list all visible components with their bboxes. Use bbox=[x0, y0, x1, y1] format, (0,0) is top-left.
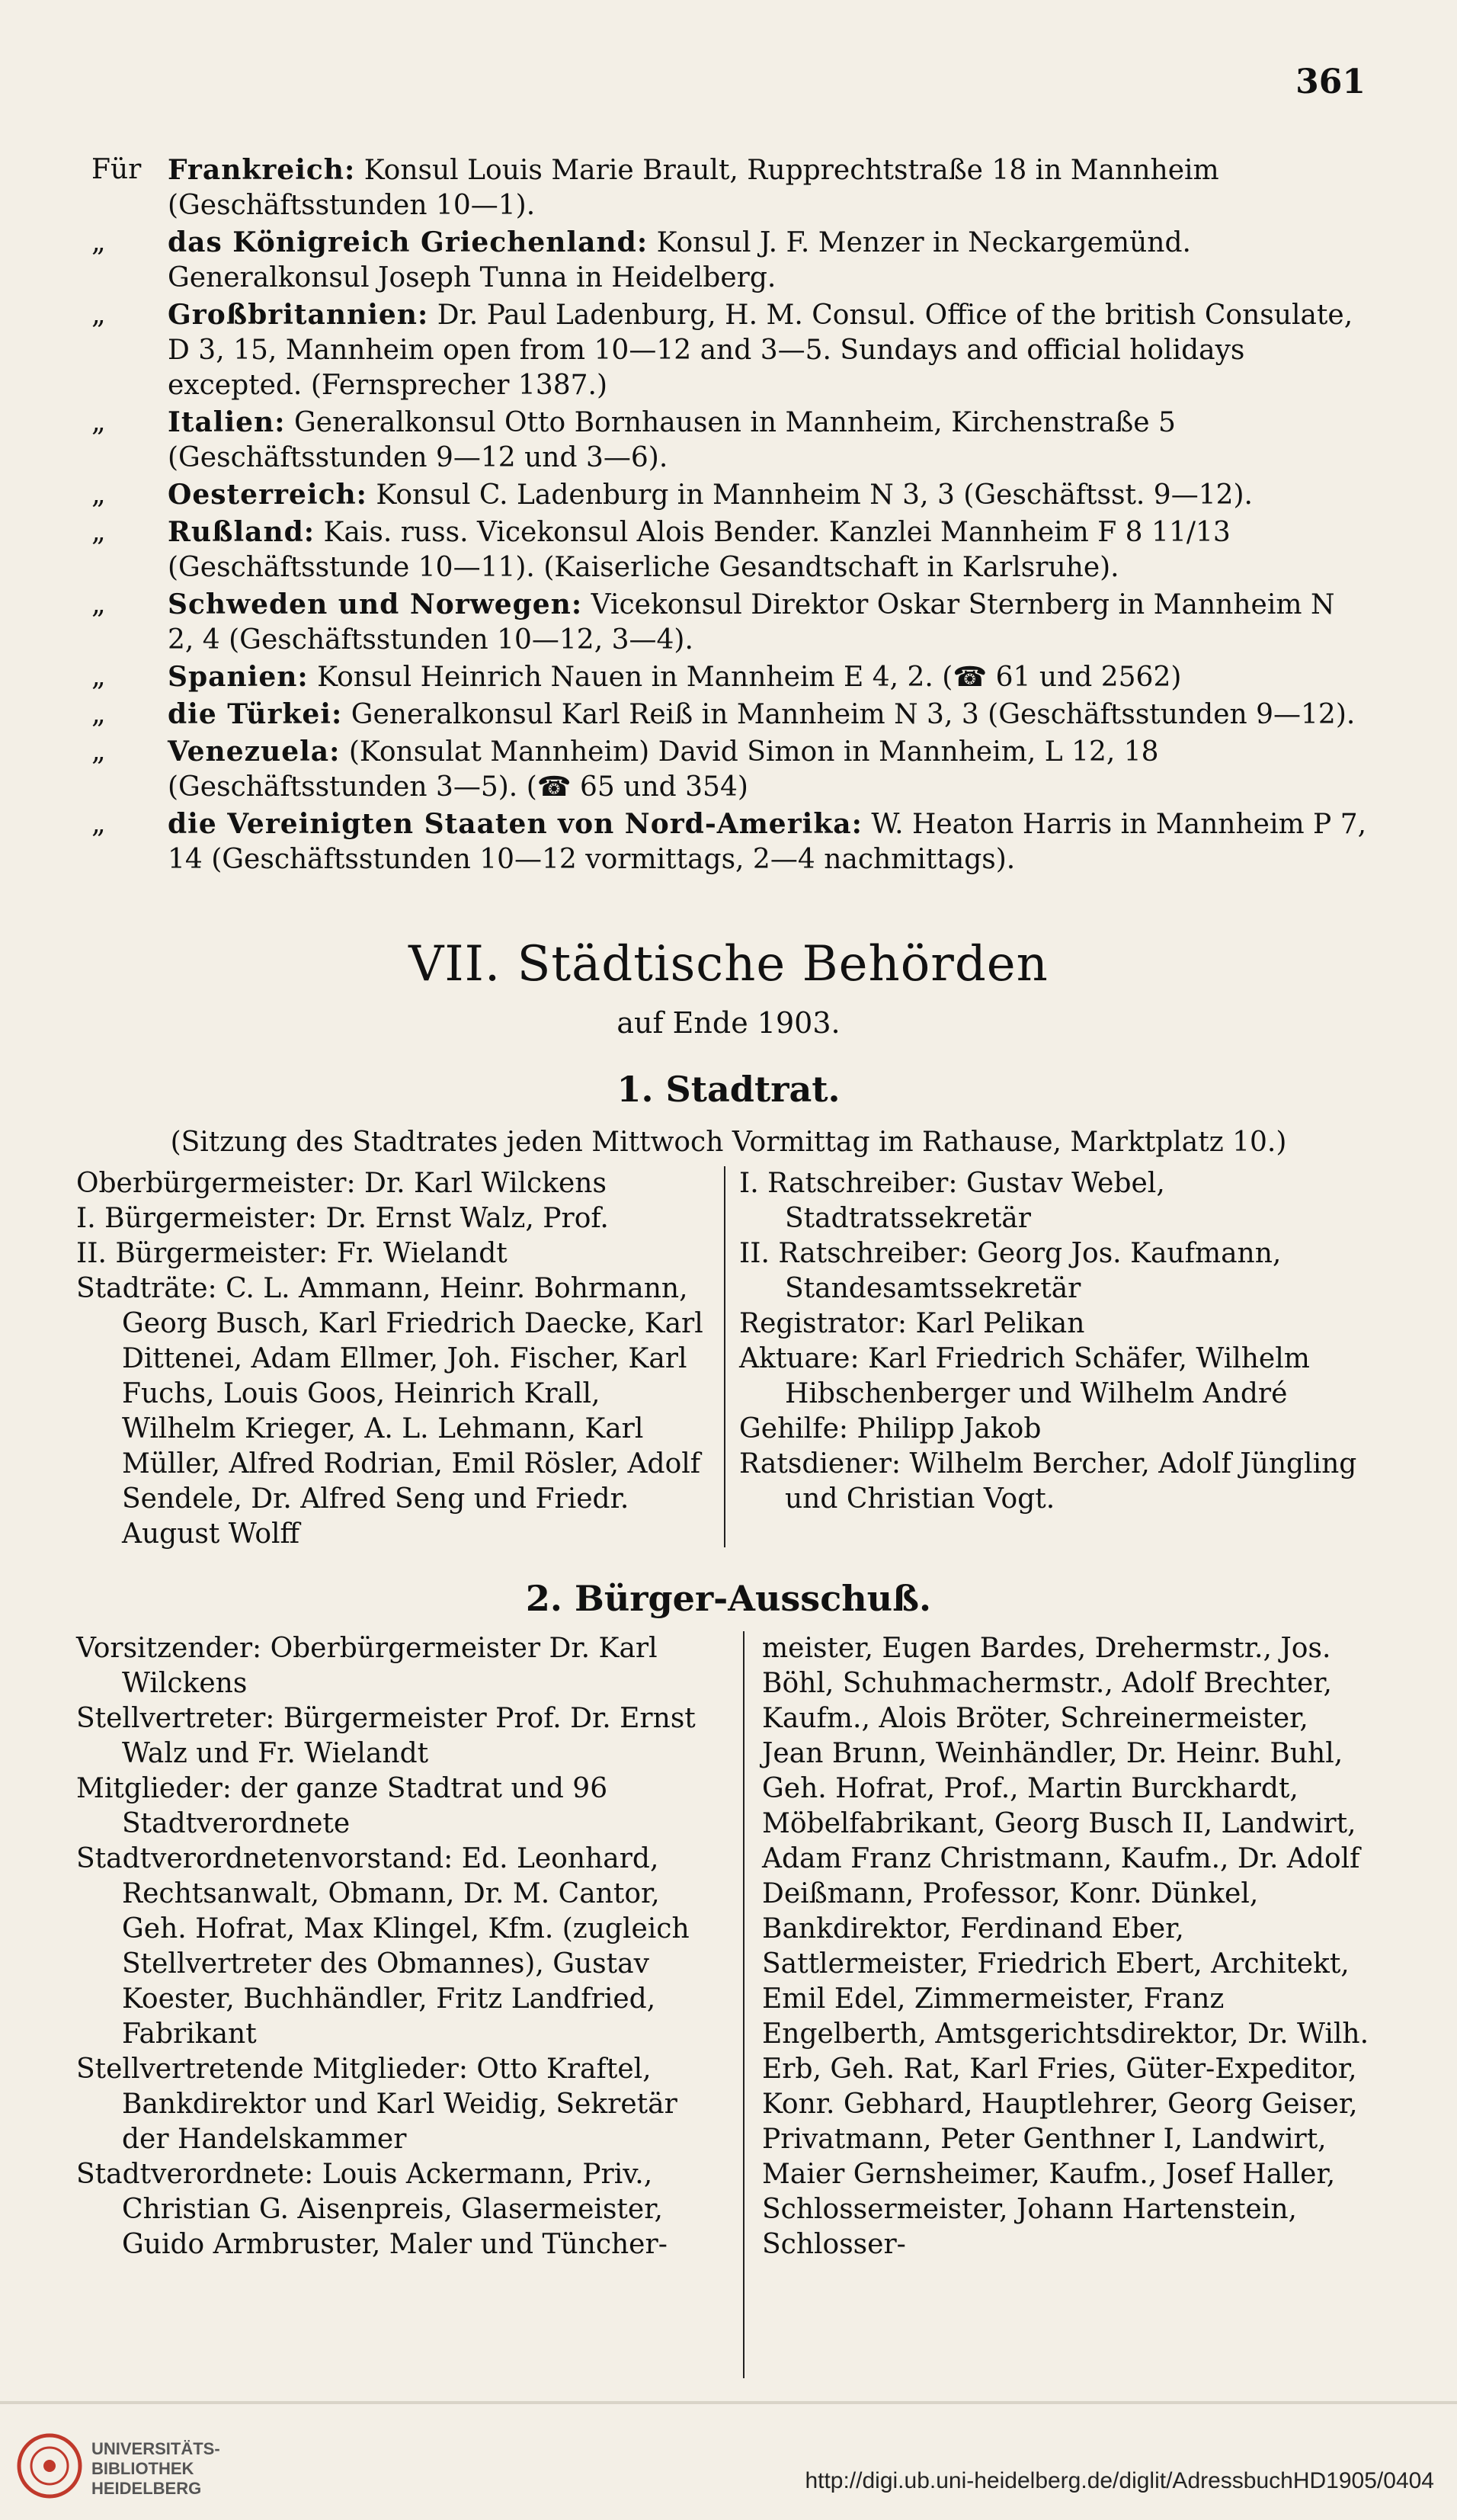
university-seal-icon bbox=[15, 2432, 84, 2500]
ausschuss-entry: Stadtverordnetenvorstand: Ed. Leonhard, Rechtsanwalt, Obmann, Dr. M. Cantor, Geh. Hofrat, Max Klingel, Kfm. (zugleich Stellvertreter des Obmannes), Gustav Koester, Buchhändler, Fritz Landfried, Fabrikant bbox=[76, 1843, 690, 2050]
consul-entry bbox=[91, 697, 1368, 733]
entry-lead: „ bbox=[91, 808, 106, 839]
stadtrat-entry: Oberbürgermeister: Dr. Karl Wilckens bbox=[76, 1168, 607, 1199]
consul-entry bbox=[91, 152, 1368, 223]
stadtrat-entry: II. Ratschreiber: Georg Jos. Kaufmann, Standesamtssekretär bbox=[739, 1238, 1282, 1304]
entry-lead: „ bbox=[91, 406, 106, 438]
ausschuss-entry: Mitglieder: der ganze Stadtrat und 96 Stadtverordnete bbox=[76, 1773, 608, 1839]
stadtrat-entry: Stadträte: C. L. Ammann, Heinr. Bohrmann, Georg Busch, Karl Friedrich Daecke, Karl Dittenei, Adam Ellmer, Joh. Fischer, Karl Fuchs, Louis Goos, Heinrich Krall, Wilhelm Krieger, A. L. Lehmann, Karl Müller, Alfred Rodrian, Emil Rösler, Adolf Sendele, Dr. Alfred Seng und Friedr. August Wolff bbox=[76, 1273, 703, 1550]
entry-lead: „ bbox=[91, 588, 106, 620]
consul-text: Vicekonsul Direktor Oskar Sternberg in Mannheim N 2, 4 (Geschäftsstunden 10—12, 3—4). bbox=[168, 589, 1335, 656]
country-name: die Vereinigten Staaten von Nord-Amerika: bbox=[168, 808, 863, 840]
ausschuss-continuation: meister, Eugen Bardes, Drehermstr., Jos. Böhl, Schuhmachermstr., Adolf Brechter, Kaufm., Alois Bröter, Schreinermeister, Jean Brunn, Weinhändler, Dr. Heinr. Buhl, Geh. Hofrat, Prof., Martin Burckhardt, Möbelfabrikant, Georg Busch II, Landwirt, Adam Franz Christmann, Kaufm., Dr. Adolf Deißmann, Professor, Konr. Dünkel, Bankdirektor, Ferdinand Eber, Sattlermeister, Friedrich Ebert, Architekt, Emil Edel, Zimmermeister, Franz Engelberth, Amtsgerichtsdirektor, Dr. Wilh. Erb, Geh. Rat, Karl Fries, Güter-Expeditor, Konr. Gebhard, Hauptlehrer, Georg Geiser, Privatmann, Peter Genthner I, Landwirt, Maier Gernsheimer, Kaufm., Josef Haller, Schlossermeister, Johann Hartenstein, Schlosser- bbox=[762, 1633, 1369, 2260]
consul-entry bbox=[91, 734, 1368, 805]
stadtrat-entry: I. Ratschreiber: Gustav Webel, Stadtratssekretär bbox=[739, 1168, 1165, 1234]
ausschuss-entry: Vorsitzender: Oberbürgermeister Dr. Karl Wilckens bbox=[76, 1633, 658, 1699]
entry-lead: „ bbox=[91, 299, 106, 330]
entry-lead: „ bbox=[91, 226, 106, 258]
consul-text: (Konsulat Mannheim) David Simon in Mannheim, L 12, 18 (Geschäftsstunden 3—5). (☎ 65 und 354) bbox=[168, 736, 1159, 803]
stadtrat-entry: Ratsdiener: Wilhelm Bercher, Adolf Jüngling und Christian Vogt. bbox=[739, 1448, 1357, 1515]
country-name: das Königreich Griechenland: bbox=[168, 226, 648, 258]
stadtrat-entry: Aktuare: Karl Friedrich Schäfer, Wilhelm Hibschenberger und Wilhelm André bbox=[739, 1343, 1310, 1409]
stadtrat-left-column bbox=[76, 1166, 709, 1552]
section-title: VII. Städtische Behörden bbox=[408, 936, 1049, 992]
country-name: Italien: bbox=[168, 406, 286, 438]
country-name: Oesterreich: bbox=[168, 479, 367, 511]
country-name: Schweden und Norwegen: bbox=[168, 588, 583, 620]
country-name: die Türkei: bbox=[168, 698, 343, 730]
consul-text: Kais. russ. Vicekonsul Alois Bender. Kanzlei Mannheim F 8 11/13 (Geschäftsstunde 10—11). (Kaiserliche Gesandtschaft in Karlsruhe). bbox=[168, 517, 1231, 583]
consul-text: W. Heaton Harris in Mannheim P 7, 14 (Geschäftsstunden 10—12 vormittags, 2—4 nachmittags). bbox=[168, 809, 1367, 875]
stadtrat-entry: Gehilfe: Philipp Jakob bbox=[739, 1413, 1042, 1444]
entry-lead: Für bbox=[91, 154, 142, 185]
consul-text: Konsul C. Ladenburg in Mannheim N 3, 3 (Geschäftsst. 9—12). bbox=[376, 479, 1253, 511]
country-name: Venezuela: bbox=[168, 736, 341, 768]
section-subtitle: auf Ende 1903. bbox=[616, 1006, 841, 1040]
stadtrat-heading: 1. Stadtrat. bbox=[616, 1069, 841, 1110]
consul-entry bbox=[91, 806, 1368, 877]
stadtrat-right-column bbox=[739, 1166, 1372, 1517]
stadtrat-entry: I. Bürgermeister: Dr. Ernst Walz, Prof. bbox=[76, 1203, 609, 1234]
consul-entry bbox=[91, 587, 1368, 658]
consul-entry bbox=[91, 515, 1368, 585]
footer-divider bbox=[0, 2401, 1457, 2404]
entry-lead: „ bbox=[91, 479, 106, 510]
library-name-line: BIBLIOTHEK bbox=[91, 2459, 194, 2478]
stadtrat-sitzung: (Sitzung des Stadtrates jeden Mittwoch Vormittag im Rathause, Marktplatz 10.) bbox=[170, 1127, 1287, 1158]
consul-text: Generalkonsul Otto Bornhausen in Mannheim, Kirchenstraße 5 (Geschäftsstunden 9—12 und 3—6). bbox=[168, 407, 1176, 473]
consul-text: Konsul J. F. Menzer in Neckargemünd. Generalkonsul Joseph Tunna in Heidelberg. bbox=[168, 227, 1191, 293]
column-divider bbox=[724, 1166, 725, 1547]
country-name: Spanien: bbox=[168, 661, 309, 693]
ausschuss-entry: Stadtverordnete: Louis Ackermann, Priv., Christian G. Aisenpreis, Glasermeister, Guido Armbruster, Maler und Tüncher- bbox=[76, 2159, 668, 2260]
consul-entry bbox=[91, 225, 1368, 296]
library-name-line: HEIDELBERG bbox=[91, 2479, 202, 2498]
country-name: Großbritannien: bbox=[168, 299, 429, 331]
ausschuss-entry: Stellvertretende Mitglieder: Otto Kraftel, Bankdirektor und Karl Weidig, Sekretär der Handelskammer bbox=[76, 2054, 677, 2155]
consul-entry bbox=[91, 659, 1368, 695]
consul-entry bbox=[91, 477, 1368, 513]
ausschuss-right-column bbox=[762, 1631, 1372, 2262]
consul-text: Generalkonsul Karl Reiß in Mannheim N 3, 3 (Geschäftsstunden 9—12). bbox=[351, 699, 1356, 730]
consul-entry bbox=[91, 297, 1368, 403]
source-url[interactable]: http://digi.ub.uni-heidelberg.de/diglit/AdressbuchHD1905/0404 bbox=[805, 2468, 1434, 2493]
stadtrat-entry: II. Bürgermeister: Fr. Wielandt bbox=[76, 1238, 508, 1269]
page-number: 361 bbox=[1295, 63, 1366, 101]
consul-text: Konsul Heinrich Nauen in Mannheim E 4, 2. (☎ 61 und 2562) bbox=[317, 662, 1182, 693]
ausschuss-left-column bbox=[76, 1631, 709, 2262]
entry-lead: „ bbox=[91, 698, 106, 729]
entry-lead: „ bbox=[91, 736, 106, 767]
country-name: Rußland: bbox=[168, 516, 315, 548]
consul-text: Konsul Louis Marie Brault, Rupprechtstraße 18 in Mannheim (Geschäftsstunden 10—1). bbox=[168, 155, 1219, 221]
library-name bbox=[91, 2439, 220, 2499]
consul-list bbox=[91, 152, 1368, 879]
consul-entry bbox=[91, 405, 1368, 476]
library-name-line: UNIVERSITÄTS- bbox=[91, 2439, 220, 2458]
entry-lead: „ bbox=[91, 516, 106, 547]
entry-lead: „ bbox=[91, 661, 106, 692]
stadtrat-entry: Registrator: Karl Pelikan bbox=[739, 1308, 1085, 1339]
column-divider bbox=[743, 1631, 745, 2378]
buerger-ausschuss-heading: 2. Bürger-Ausschuß. bbox=[525, 1578, 932, 1619]
ausschuss-entry: Stellvertreter: Bürgermeister Prof. Dr. Ernst Walz und Fr. Wielandt bbox=[76, 1703, 696, 1769]
country-name: Frankreich: bbox=[168, 154, 356, 186]
consul-text: Dr. Paul Ladenburg, H. M. Consul. Office of the british Consulate, D 3, 15, Mannheim open from 10—12 and 3—5. Sundays and official holidays excepted. (Fernsprecher 1387.) bbox=[168, 300, 1353, 401]
